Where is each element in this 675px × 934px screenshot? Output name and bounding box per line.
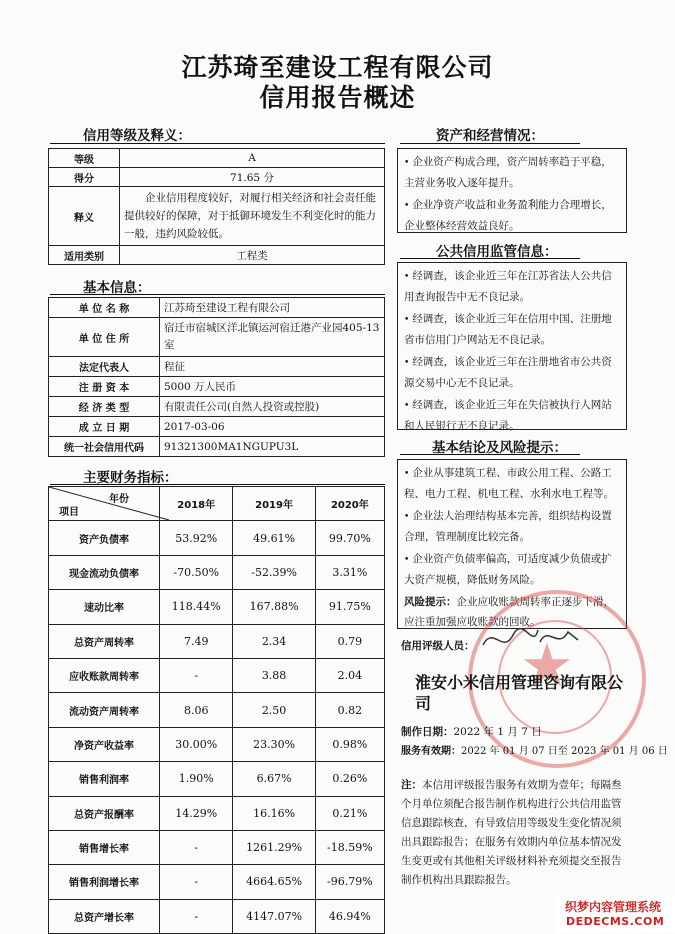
supervision-underline bbox=[400, 258, 580, 259]
table-row bbox=[49, 865, 385, 899]
note-text: 本信用评级报告服务有效期为壹年；每隔叁个月单位须配合报告制作机构进行公共信用监管信息跟踪核查，有导致信用等级发生变化情况须出具跟踪报告；在服务有效期内单位基本情况发生变更或有其他相关评级材料补充须提交至报告制作机构出具跟踪报告。 bbox=[401, 779, 622, 886]
finance-row-label: 速动比率 bbox=[49, 590, 160, 624]
table-row bbox=[49, 555, 385, 589]
basic-label-legal-rep: 法定代表人 bbox=[49, 357, 160, 377]
valid-period-label: 服务有效期： bbox=[401, 746, 461, 757]
bullet-icon: • bbox=[404, 469, 410, 479]
finance-cell: - bbox=[160, 865, 233, 899]
supervision-item-text: 经调查，该企业近三年在注册地省市公共资源交易中心无不良记录。 bbox=[404, 356, 612, 389]
made-date-label: 制作日期： bbox=[401, 726, 454, 738]
finance-cell: 14.29% bbox=[160, 796, 233, 830]
table-row bbox=[49, 590, 385, 624]
basic-underline bbox=[50, 294, 385, 295]
rating-score-value: 71.65 分 bbox=[120, 168, 385, 187]
finance-row-label: 销售增长率 bbox=[49, 830, 160, 864]
bullet-icon: • bbox=[404, 512, 410, 522]
basic-founded-value: 2017-03-06 bbox=[160, 417, 385, 437]
assets-box bbox=[397, 148, 627, 233]
finance-section-title: 主要财务指标： bbox=[83, 470, 178, 486]
supervision-item-text: 经调查，该企业近三年在信用中国、注册地省市信用门户网站无不良记录。 bbox=[404, 313, 612, 346]
basic-label-type: 经 济 类 型 bbox=[49, 397, 160, 417]
finance-year-2018: 2018年 bbox=[160, 487, 233, 521]
finance-cell: 46.94% bbox=[315, 899, 384, 933]
finance-cell: - bbox=[160, 899, 233, 933]
finance-header-diagonal bbox=[49, 487, 160, 521]
table-row bbox=[49, 762, 385, 796]
watermark-line2: DEDECMS.COM bbox=[566, 915, 665, 928]
finance-cell: - bbox=[160, 830, 233, 864]
assets-item-text: 企业净资产收益和业务盈利能力合理增长，企业整体经营效益良好。 bbox=[404, 199, 612, 232]
finance-row-label: 流动资产周转率 bbox=[49, 693, 160, 727]
list-item bbox=[404, 309, 620, 350]
list-item bbox=[404, 195, 620, 236]
list-item bbox=[404, 549, 620, 590]
table-row bbox=[49, 693, 385, 727]
finance-table bbox=[48, 486, 385, 934]
basic-label-address: 单 位 住 所 bbox=[49, 318, 160, 357]
conclusion-section-title: 基本结论及风险提示： bbox=[432, 440, 567, 456]
supervision-box bbox=[397, 262, 627, 430]
basic-section-title: 基本信息： bbox=[83, 280, 151, 296]
finance-year-2020: 2020年 bbox=[315, 487, 384, 521]
finance-cell: 16.16% bbox=[233, 796, 315, 830]
finance-cell: 2.34 bbox=[233, 624, 315, 658]
rating-label-grade: 等级 bbox=[49, 149, 120, 168]
finance-cell: 49.61% bbox=[233, 521, 315, 555]
list-item bbox=[404, 395, 620, 436]
finance-cell: -18.59% bbox=[315, 830, 384, 864]
basic-label-credit-code: 统一社会信用代码 bbox=[49, 437, 160, 457]
finance-cell: 4147.07% bbox=[233, 899, 315, 933]
conclusion-item-text: 企业资产负债率偏高，可适度减少负债或扩大资产规模，降低财务风险。 bbox=[404, 553, 612, 586]
rating-section-title: 信用等级及释义： bbox=[83, 128, 191, 144]
basic-label-name: 单 位 名 称 bbox=[49, 298, 160, 318]
table-row bbox=[49, 521, 385, 555]
finance-cell: 3.88 bbox=[233, 658, 315, 692]
finance-cell: 4664.65% bbox=[233, 865, 315, 899]
finance-cell: 2.04 bbox=[315, 658, 384, 692]
finance-cell: 0.82 bbox=[315, 693, 384, 727]
watermark-line1: 织梦内容管理系统 bbox=[565, 900, 662, 914]
rater-label: 信用评级人员： bbox=[401, 640, 475, 652]
finance-cell: 0.79 bbox=[315, 624, 384, 658]
rating-meaning-value: 企业信用程度较好，对履行相关经济和社会责任能提供较好的保障，对于抵御环境发生不利变化时的能力一般，违约风险较低。 bbox=[120, 187, 385, 246]
bullet-icon: • bbox=[404, 272, 410, 282]
finance-cell: -70.50% bbox=[160, 555, 233, 589]
list-item bbox=[404, 506, 620, 547]
basic-legal-rep-value: 程征 bbox=[160, 357, 385, 377]
finance-cell: 167.88% bbox=[233, 590, 315, 624]
table-row bbox=[49, 899, 385, 933]
assets-underline bbox=[400, 143, 580, 144]
rating-label-category: 适用类别 bbox=[49, 246, 120, 265]
made-date-value: 2022 年 1 月 7 日 bbox=[453, 726, 542, 738]
finance-cell: 23.30% bbox=[233, 727, 315, 761]
basic-info-table bbox=[48, 297, 385, 457]
finance-cell: 2.50 bbox=[233, 693, 315, 727]
finance-cell: - bbox=[160, 658, 233, 692]
rating-label-meaning: 释义 bbox=[49, 187, 120, 246]
finance-cell: 0.21% bbox=[315, 796, 384, 830]
finance-header-year: 年份 bbox=[109, 494, 129, 505]
list-item bbox=[404, 152, 620, 193]
assets-section-title: 资产和经营情况： bbox=[436, 128, 544, 144]
rater-org: 淮安小米信用管理咨询有限公司 bbox=[415, 673, 624, 713]
bullet-icon: • bbox=[404, 201, 410, 211]
finance-underline bbox=[50, 484, 385, 485]
finance-cell: 0.26% bbox=[315, 762, 384, 796]
basic-label-founded: 成 立 日 期 bbox=[49, 417, 160, 437]
finance-row-label: 总资产报酬率 bbox=[49, 796, 160, 830]
note-block bbox=[401, 776, 627, 890]
finance-row-label: 销售利润率 bbox=[49, 762, 160, 796]
report-title: 江苏琦至建设工程有限公司 bbox=[181, 53, 494, 82]
finance-row-label: 资产负债率 bbox=[49, 521, 160, 555]
valid-period bbox=[401, 742, 668, 757]
finance-cell: 91.75% bbox=[315, 590, 384, 624]
basic-capital-value: 5000 万人民币 bbox=[160, 377, 385, 397]
finance-cell: 1.90% bbox=[160, 762, 233, 796]
finance-header-item: 项目 bbox=[59, 507, 79, 519]
valid-period-value: 2022 年 01 月 07 日至 2023 年 01 月 06 日 bbox=[461, 746, 668, 757]
basic-label-capital: 注 册 资 本 bbox=[49, 377, 160, 397]
assets-item-text: 企业资产构成合理，资产周转率趋于平稳，主营业务收入逐年提升。 bbox=[404, 156, 612, 189]
basic-credit-code-value: 91321300MA1NGUPU3L bbox=[160, 437, 385, 457]
rating-grade-value: A bbox=[120, 149, 385, 168]
finance-row-label: 现金流动负债率 bbox=[49, 555, 160, 589]
finance-row-label: 净资产收益率 bbox=[49, 727, 160, 761]
conclusion-underline bbox=[400, 454, 580, 455]
list-item bbox=[404, 352, 620, 393]
seal-star-icon: ★ bbox=[520, 631, 574, 701]
finance-cell: 3.31% bbox=[315, 555, 384, 589]
bullet-icon: • bbox=[404, 158, 410, 168]
risk-text: 企业应收账款周转率正逐步下滑，应注重加强应收账款的回收。 bbox=[404, 596, 614, 628]
finance-year-2019: 2019年 bbox=[233, 487, 315, 521]
bullet-icon: • bbox=[404, 358, 410, 368]
conclusion-item-text: 企业法人治理结构基本完善，组织结构设置合理，管理制度比较完备。 bbox=[404, 510, 612, 543]
finance-cell: 1261.29% bbox=[233, 830, 315, 864]
basic-name-value: 江苏琦至建设工程有限公司 bbox=[160, 298, 385, 318]
supervision-item-text: 经调查，该企业近三年在失信被执行人网站和人民银行无不良记录。 bbox=[404, 399, 612, 432]
risk-label: 风险提示： bbox=[404, 596, 457, 608]
report-subtitle: 信用报告概述 bbox=[259, 83, 416, 112]
finance-row-label: 应收账款周转率 bbox=[49, 658, 160, 692]
list-item bbox=[404, 266, 620, 307]
bullet-icon: • bbox=[404, 401, 410, 411]
bullet-icon: • bbox=[404, 315, 410, 325]
rating-category-value: 工程类 bbox=[120, 246, 385, 265]
signature-icon bbox=[478, 620, 588, 660]
finance-cell: -96.79% bbox=[315, 865, 384, 899]
rating-underline bbox=[50, 143, 385, 144]
table-row bbox=[49, 658, 385, 692]
table-row bbox=[49, 796, 385, 830]
finance-cell: 30.00% bbox=[160, 727, 233, 761]
supervision-item-text: 经调查，该企业近三年在江苏省法人公共信用查询报告中无不良记录。 bbox=[404, 270, 612, 303]
finance-cell: 99.70% bbox=[315, 521, 384, 555]
finance-cell: 6.67% bbox=[233, 762, 315, 796]
conclusion-item-text: 企业从事建筑工程、市政公用工程、公路工程、电力工程、机电工程、水利水电工程等。 bbox=[404, 467, 614, 500]
finance-cell: 118.44% bbox=[160, 590, 233, 624]
table-row bbox=[49, 727, 385, 761]
basic-address-value: 宿迁市宿城区洋北镇运河宿迁港产业园405-13 室 bbox=[160, 318, 385, 357]
finance-row-label: 总资产周转率 bbox=[49, 624, 160, 658]
note-label: 注： bbox=[401, 779, 422, 791]
rating-label-score: 得分 bbox=[49, 168, 120, 187]
supervision-section-title: 公共信用监管信息： bbox=[436, 244, 558, 260]
finance-row-label: 销售利润增长率 bbox=[49, 865, 160, 899]
finance-row-label: 总资产增长率 bbox=[49, 899, 160, 933]
bullet-icon: • bbox=[404, 555, 410, 565]
table-row bbox=[49, 624, 385, 658]
rating-table bbox=[48, 148, 385, 265]
basic-type-value: 有限责任公司(自然人投资或控股) bbox=[160, 397, 385, 417]
finance-cell: 8.06 bbox=[160, 693, 233, 727]
finance-cell: 7.49 bbox=[160, 624, 233, 658]
made-date bbox=[401, 724, 542, 739]
finance-cell: 53.92% bbox=[160, 521, 233, 555]
finance-cell: 0.98% bbox=[315, 727, 384, 761]
finance-cell: -52.39% bbox=[233, 555, 315, 589]
table-row bbox=[49, 830, 385, 864]
list-item bbox=[404, 463, 620, 504]
